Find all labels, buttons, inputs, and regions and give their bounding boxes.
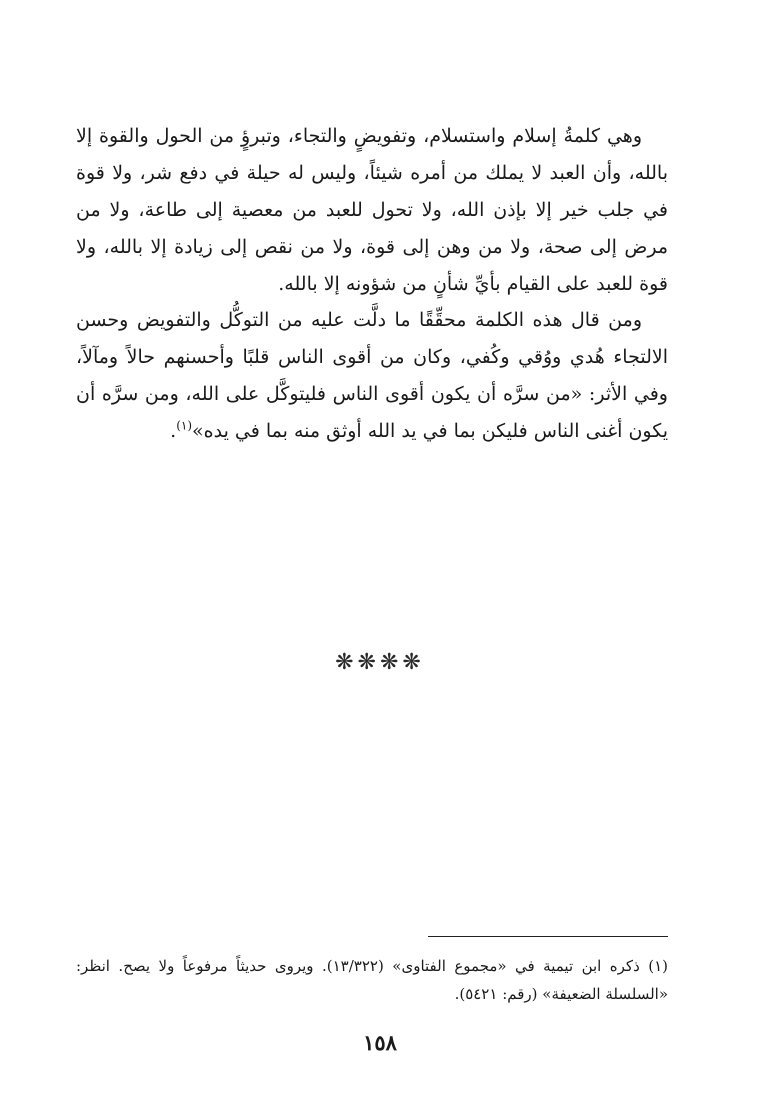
body-paragraph-2 — [76, 302, 668, 450]
footnote-text: (١) ذكره ابن تيمية في «مجموع الفتاوى» (١٣/٣٢٢). ويروى حديثاً مرفوعاً ولا يصح. انظر: «السلسلة الضعيفة» (رقم: ٥٤٢١). — [76, 957, 668, 1003]
footnote-reference-marker: (١) — [176, 418, 193, 433]
paragraph-2-end: . — [170, 420, 177, 442]
page-number: ١٥٨ — [363, 1030, 397, 1055]
section-separator-stars: ❋❋❋❋ — [335, 650, 425, 675]
footnote-divider — [428, 936, 668, 937]
body-paragraph-1 — [76, 118, 668, 303]
paragraph-1-text: وهي كلمةُ إسلام واستسلام، وتفويضٍ والتجاء، وتبرؤٍ من الحول والقوة إلا بالله، وأن العبد لا يملك من أمره شيئاً، وليس له حيلة في دفع شر، ولا قوة في جلب خير إلا بإذن الله، ولا تحول للعبد من معصية إلى طاعة، ولا من مرض إلى صحة، ولا من وهن إلى قوة، ولا من نقص إلى زيادة إلا بالله، ولا قوة للعبد على القيام بأيِّ شأنٍ من شؤونه إلا بالله. — [76, 125, 668, 295]
paragraph-2-wrapper — [76, 302, 668, 450]
paragraph-2-text: ومن قال هذه الكلمة محقِّقًا ما دلَّت عليه من التوكُّل والتفويض وحسن الالتجاء هُدي ووُقي وكُفي، وكان من أقوى الناس قلبًا وأحسنهم حالاً ومآلاً، وفي الأثر: «من سرَّه أن يكون أقوى الناس فليتوكَّل على الله، ومن سرَّه أن يكون أغنى الناس فليكن بما في يد الله أوثق منه بما في يده» — [76, 309, 668, 442]
